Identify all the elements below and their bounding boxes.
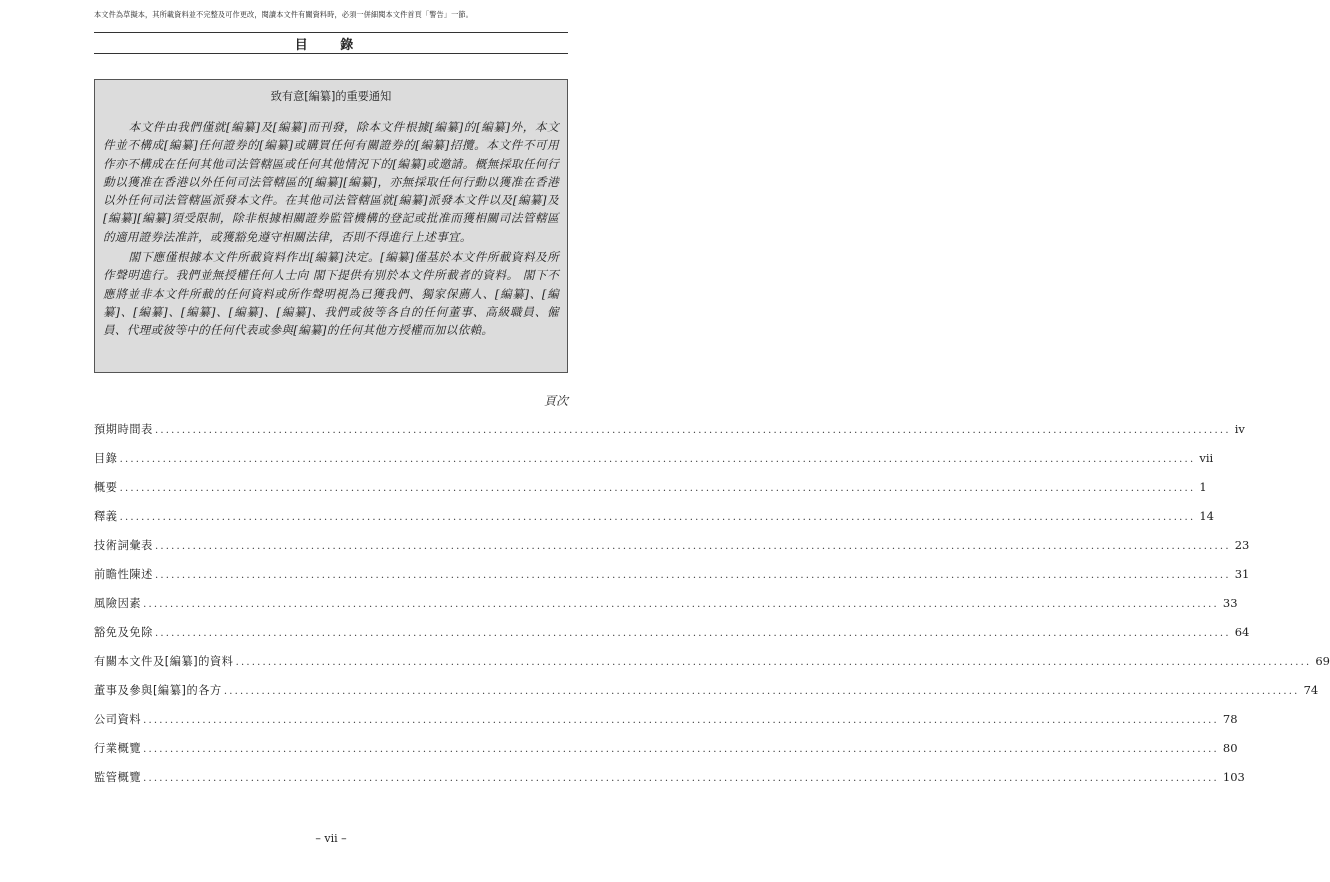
toc-entry-label: 技術詞彙表: [94, 539, 153, 552]
toc-entry[interactable]: [94, 769, 1245, 798]
toc-entry-page: 23: [1234, 538, 1250, 552]
toc-leader-dots: ........................................................................................................................................................................................................: [143, 715, 1219, 726]
toc-entry[interactable]: [94, 566, 1250, 595]
toc-entry-page: 14: [1199, 509, 1214, 523]
toc-entry[interactable]: [94, 421, 1245, 450]
toc-leader-dots: ........................................................................................................................................................................................................: [143, 773, 1219, 784]
toc-entry[interactable]: [94, 624, 1250, 653]
toc-entry-label: 釋義: [94, 510, 118, 523]
toc-entry-label: 有關本文件及[編纂]的資料: [94, 655, 234, 668]
toc-entry-page: 64: [1234, 625, 1250, 639]
toc-entry[interactable]: [94, 653, 1330, 682]
toc-entry-label: 豁免及免除: [94, 626, 153, 639]
toc-entry[interactable]: [94, 537, 1250, 566]
toc-leader-dots: ........................................................................................................................................................................................................: [143, 744, 1219, 755]
toc-leader-dots: ........................................................................................................................................................................................................: [143, 599, 1219, 610]
page-number: – vii –: [315, 832, 347, 845]
toc-leader-dots: ........................................................................................................................................................................................................: [154, 425, 1231, 436]
page-title: 目 錄: [294, 38, 368, 53]
toc-leader-dots: ........................................................................................................................................................................................................: [119, 454, 1196, 465]
toc-entry-label: 預期時間表: [94, 423, 153, 436]
toc-leader-dots: ........................................................................................................................................................................................................: [154, 628, 1231, 639]
toc-entry-page: iv: [1234, 422, 1245, 436]
toc-leader-dots: ........................................................................................................................................................................................................: [223, 686, 1300, 697]
toc-page-heading: 頁次: [543, 394, 568, 408]
toc-entry-page: 1: [1199, 480, 1207, 494]
notice-paragraph: 本文件由我們僅就[編纂]及[編纂]而刊發，除本文件根據[編纂]的[編纂]外，本文件並不構成[編纂]任何證券的[編纂]或購買任何有關證券的[編纂]招攬。本文件不可用作亦不構成在任何其他司法管轄區或任何其他情況下的[編纂]或邀請。概無採取任何行動以獲准在香港以外任何司法管轄區的[編纂][編纂]，亦無採取任何行動以獲准在香港以外任何司法管轄區派發本文件。在其他司法管轄區就[編纂]派發本文件以及[編纂]及[編纂][編纂]須受限制，除非根據相關證券監管機構的登記或批准而獲相關司法管轄區的適用證券法准許，或獲豁免遵守相關法律，否則不得進行上述事宜。: [103, 120, 559, 244]
toc-entry-page: 31: [1234, 567, 1250, 581]
toc-leader-dots: ........................................................................................................................................................................................................: [154, 541, 1231, 552]
toc-entry-page: 78: [1222, 712, 1238, 726]
toc-entry-label: 董事及參與[編纂]的各方: [94, 684, 222, 697]
toc-entry-page: 69: [1315, 654, 1330, 668]
important-notice-box: [94, 79, 568, 373]
notice-paragraph: 閣下應僅根據本文件所載資料作出[編纂]決定。[編纂]僅基於本文件所載資料及所作聲明進行。我們並無授權任何人士向 閣下提供有別於本文件所載者的資料。 閣下不應將並非本文件所載的任何資料或所作聲明視為已獲我們、獨家保薦人、[編纂]、[編纂]、[編纂]、[編纂]、[編纂]、[編纂]、我們或彼等各自的任何董事、高級職員、僱員、代理或彼等中的任何代表或參與[編纂]的任何其他方授權而加以依賴。: [103, 250, 559, 338]
toc-entry-label: 前瞻性陳述: [94, 568, 153, 581]
toc-entry-label: 行業概覽: [94, 742, 142, 755]
toc-entry-page: 103: [1222, 770, 1245, 784]
toc-entry-label: 目錄: [94, 452, 118, 465]
toc-leader-dots: ........................................................................................................................................................................................................: [119, 483, 1196, 494]
toc-entry-page: 80: [1222, 741, 1238, 755]
toc-entry-page: 74: [1303, 683, 1319, 697]
toc-entry-label: 風險因素: [94, 597, 142, 610]
draft-warning-note: 本文件為草擬本，其所載資料並不完整及可作更改，閱讀本文件有關資料時，必須一併細閱本文件首頁「警告」一節。: [94, 10, 473, 19]
notice-title: 致有意[編纂]的重要通知: [270, 90, 392, 103]
toc-entry[interactable]: [94, 740, 1238, 769]
toc-entry[interactable]: [94, 508, 1214, 537]
toc-leader-dots: ........................................................................................................................................................................................................: [235, 657, 1312, 668]
toc-leader-dots: ........................................................................................................................................................................................................: [154, 570, 1231, 581]
toc-entry[interactable]: [94, 595, 1238, 624]
toc-entry-label: 監管概覽: [94, 771, 142, 784]
toc-entry-label: 公司資料: [94, 713, 142, 726]
toc-entry[interactable]: [94, 450, 1214, 479]
toc-leader-dots: ........................................................................................................................................................................................................: [119, 512, 1196, 523]
title-top-rule: [94, 32, 568, 33]
toc-entry-page: vii: [1199, 451, 1214, 465]
toc-entry[interactable]: [94, 682, 1319, 711]
table-of-contents: [94, 421, 1330, 798]
toc-entry-label: 概要: [94, 481, 118, 494]
toc-entry-page: 33: [1222, 596, 1238, 610]
title-bottom-rule: [94, 53, 568, 54]
toc-entry[interactable]: [94, 479, 1207, 508]
toc-entry[interactable]: [94, 711, 1238, 740]
